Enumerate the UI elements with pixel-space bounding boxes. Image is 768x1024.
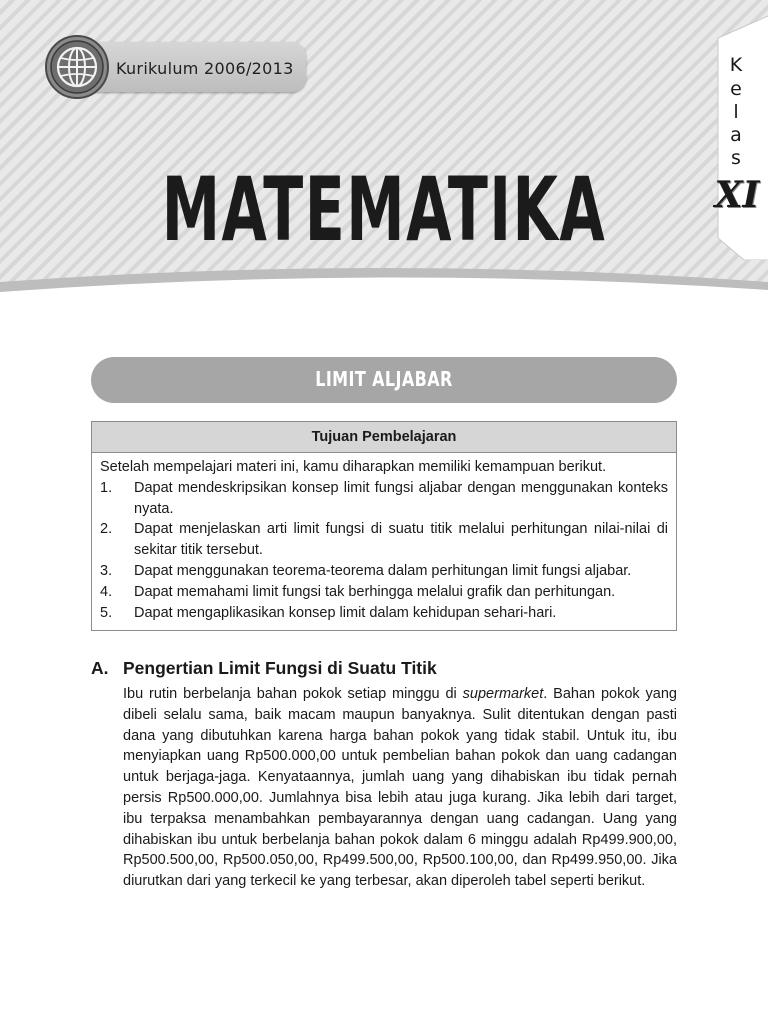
objective-item [100, 561, 668, 582]
objectives-body [92, 453, 676, 623]
globe-icon [44, 34, 110, 100]
kelas-letter: K [729, 54, 743, 76]
objective-text: Dapat menggunakan teorema-teorema dalam perhitungan limit fungsi aljabar. [134, 562, 632, 579]
objectives-intro: Setelah mempelajari materi ini, kamu diharapkan memiliki kemampuan berikut. [100, 459, 607, 475]
objective-item [100, 603, 668, 624]
objective-text: Dapat memahami limit fungsi tak berhingga melalui grafik dan perhitungan. [134, 583, 616, 600]
objective-number: 5. [100, 604, 113, 621]
objective-number: 3. [100, 562, 113, 579]
section-letter: A. [91, 658, 109, 678]
book-title: MATEMATIKA [161, 158, 607, 261]
kelas-grade: XI [714, 174, 760, 216]
chapter-title: LIMIT ALJABAR [315, 367, 453, 391]
objective-number: 2. [100, 521, 113, 538]
section-heading [91, 658, 691, 679]
objective-text: Dapat mendeskripsikan konsep limit fungsi aljabar dengan menggunakan konteks nyata. [134, 479, 668, 517]
paragraph-text: . Bahan pokok yang dibeli selalu sama, baik macam maupun banyaknya. Sulit ditentukan dengan pasti dana yang dibutuhkan karena harga bahan pokok yang tidak stabil. Untuk itu, ibu menyiapkan uang Rp500.000,00 untuk pembelian bahan pokok dan uang cadangan untuk berjaga-jaga. Kenyataannya, jumlah uang yang dihabiskan ibu tidak pernah persis Rp500.000,00. Jumlahnya bisa lebih atau juga kurang. Jika lebih dari target, ibu terpaksa menambahkan pembayarannya dengan uang cadangan. Uang yang dihabiskan ibu untuk berbelanja bahan pokok dalam 6 minggu adalah Rp499.900,00, Rp500.500,00, Rp500.050,00, Rp499.500,00, Rp500.100,00, dan Rp499.950,00. Jika diurutkan dari yang terkecil ke yang terbesar, akan diperoleh tabel seperti berikut. [123, 686, 677, 890]
paragraph-text: Ibu rutin berbelanja bahan pokok setiap minggu di [123, 686, 463, 702]
paragraph-italic-term: supermarket [462, 686, 544, 702]
objective-text: Dapat menjelaskan arti limit fungsi di suatu titik melalui perhitungan nilai-nilai di sekitar titik tersebut. [134, 521, 668, 559]
objectives-heading: Tujuan Pembelajaran [92, 422, 676, 453]
kelas-letter: s [731, 147, 741, 169]
objective-item [100, 582, 668, 603]
objective-item [100, 478, 668, 520]
learning-objectives-box [91, 421, 677, 631]
section-title: Pengertian Limit Fungsi di Suatu Titik [123, 658, 437, 678]
kelas-letter: a [730, 124, 742, 146]
objective-item [100, 519, 668, 561]
objective-number: 4. [100, 583, 113, 600]
objective-number: 1. [100, 479, 113, 496]
header-curve [0, 260, 768, 300]
kelas-letter: e [730, 78, 742, 100]
chapter-banner [91, 357, 677, 403]
kelas-letter: l [733, 101, 739, 123]
objective-text: Dapat mengaplikasikan konsep limit dalam kehidupan sehari-hari. [134, 604, 557, 621]
curriculum-label: Kurikulum 2006/2013 [116, 59, 294, 78]
section-paragraph [123, 684, 677, 892]
